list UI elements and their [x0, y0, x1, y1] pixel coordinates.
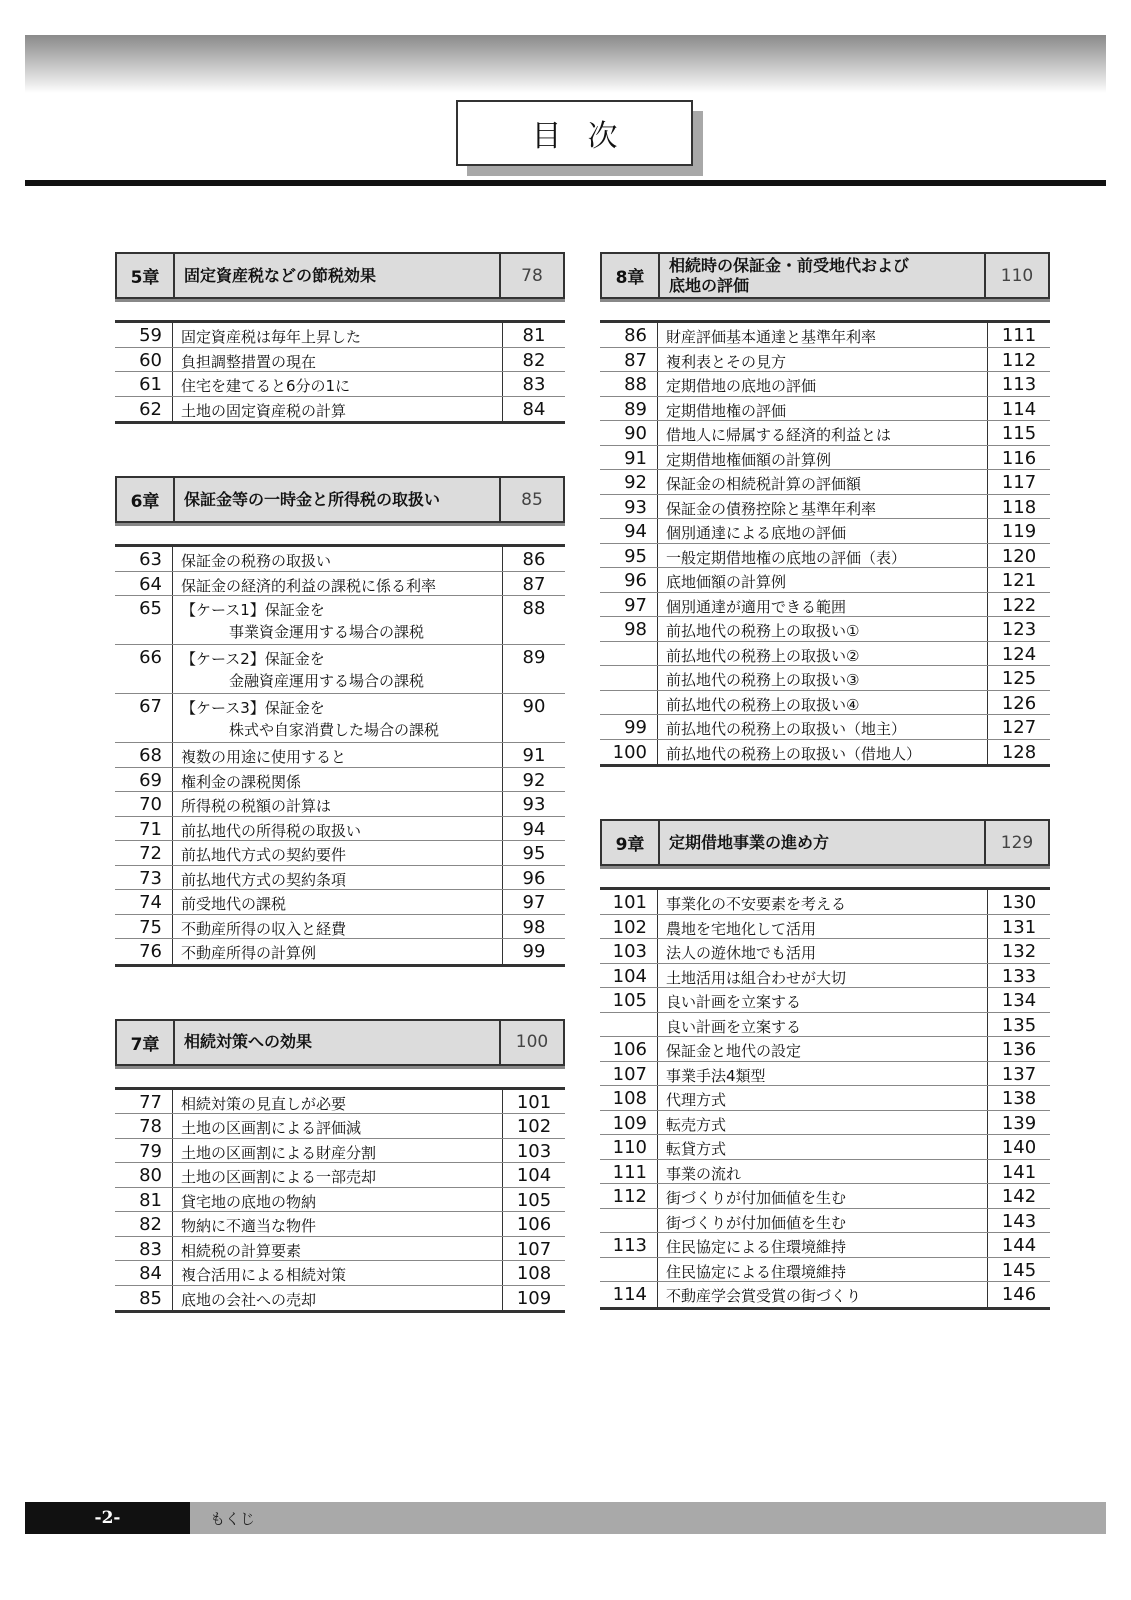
entry-number	[600, 691, 658, 715]
entry-title: 底地の会社への売却	[173, 1286, 503, 1311]
entry-page: 143	[1001, 1210, 1037, 1232]
entry-page: 135	[1001, 1014, 1037, 1036]
entry-page: 82	[522, 349, 546, 371]
entry-title-line1: 【ケース1】保証金を	[181, 601, 325, 619]
toc-list	[115, 544, 565, 967]
entry-number: 86	[600, 323, 658, 347]
toc-entry[interactable]	[600, 1282, 1050, 1307]
entry-page: 87	[522, 573, 546, 595]
entry-number: 63	[115, 547, 173, 571]
entry-number: 65	[115, 596, 173, 644]
entry-title: 前払地代の所得税の取扱い	[173, 817, 503, 841]
entry-number: 99	[600, 715, 658, 739]
toc-entry[interactable]	[600, 593, 1050, 618]
entry-page: 126	[1001, 692, 1037, 714]
entry-number: 105	[600, 988, 658, 1012]
entry-page: 113	[1001, 374, 1037, 395]
toc-entry[interactable]	[600, 568, 1050, 593]
toc-entry[interactable]	[600, 397, 1050, 422]
entry-page: 84	[522, 398, 546, 420]
toc-entry[interactable]	[115, 1286, 565, 1311]
entry-title: 農地を宅地化して活用	[658, 915, 988, 939]
entry-page: 144	[1001, 1235, 1037, 1256]
chapter-title: 保証金等の一時金と所得税の取扱い	[175, 478, 501, 521]
toc-entry[interactable]	[600, 715, 1050, 740]
toc-entry[interactable]	[600, 1258, 1050, 1283]
entry-title: 住民協定による住環境維持	[658, 1233, 988, 1257]
entry-page: 136	[1001, 1039, 1037, 1060]
entry-title: 法人の遊休地でも活用	[658, 939, 988, 963]
chapter-title-lines	[669, 256, 909, 296]
entry-number: 109	[600, 1111, 658, 1135]
entry-title: 事業の流れ	[658, 1160, 988, 1184]
entry-page: 120	[1001, 545, 1037, 567]
entry-number: 106	[600, 1037, 658, 1061]
entry-title: 所得税の税額の計算は	[173, 792, 503, 816]
toc-entry[interactable]	[115, 348, 565, 373]
entry-number: 84	[115, 1261, 173, 1285]
toc-list	[600, 320, 1050, 767]
chapter-number: 9章	[602, 821, 660, 864]
toc-entry[interactable]	[115, 1114, 565, 1139]
entry-number: 79	[115, 1139, 173, 1163]
chapter-title	[660, 254, 986, 297]
toc-entry[interactable]	[600, 446, 1050, 471]
entry-page: 108	[516, 1263, 552, 1284]
toc-entry[interactable]	[600, 1135, 1050, 1160]
toc-entry[interactable]	[115, 1163, 565, 1188]
toc-entry[interactable]	[600, 1160, 1050, 1185]
entry-title: 一般定期借地権の底地の評価（表）	[658, 544, 988, 568]
entry-page: 124	[1001, 643, 1037, 665]
entry-number: 62	[115, 397, 173, 422]
entry-title: 複合活用による相続対策	[173, 1261, 503, 1285]
toc-list	[115, 1087, 565, 1314]
entry-number: 82	[115, 1212, 173, 1236]
toc-entry[interactable]	[600, 1111, 1050, 1136]
entry-number: 64	[115, 572, 173, 596]
toc-list	[600, 887, 1050, 1310]
entry-title: 前払地代方式の契約要件	[173, 841, 503, 865]
toc-entry[interactable]	[600, 964, 1050, 989]
entry-page: 97	[522, 892, 546, 913]
toc-entry[interactable]	[115, 1090, 565, 1115]
entry-title: 土地の固定資産税の計算	[173, 397, 503, 422]
entry-page: 139	[1001, 1112, 1037, 1134]
entry-number: 90	[600, 421, 658, 445]
entry-title-line2: 金融資産運用する場合の課税	[229, 672, 425, 690]
toc-entry[interactable]	[600, 372, 1050, 397]
toc-entry[interactable]	[600, 1184, 1050, 1209]
chapter-title: 定期借地事業の進め方	[660, 821, 986, 864]
entry-page: 92	[522, 769, 546, 791]
entry-number: 61	[115, 372, 173, 396]
entry-page: 127	[1001, 717, 1037, 738]
entry-page: 141	[1001, 1161, 1037, 1183]
entry-page: 101	[516, 1091, 552, 1113]
chapter-page: 78	[521, 265, 543, 286]
entry-number: 74	[115, 890, 173, 914]
entry-page: 103	[516, 1140, 552, 1162]
header-band	[25, 35, 1106, 93]
toc-entry[interactable]	[115, 323, 565, 348]
entry-number: 66	[115, 645, 173, 693]
chapter-page: 100	[515, 1032, 549, 1052]
entry-page: 95	[522, 843, 546, 864]
entry-number	[600, 642, 658, 666]
entry-page: 94	[522, 818, 546, 840]
chapter-number: 6章	[117, 478, 175, 521]
entry-number: 69	[115, 768, 173, 792]
chapter-title-line2: 底地の評価	[669, 275, 750, 295]
toc-entry[interactable]	[600, 1086, 1050, 1111]
toc-entry[interactable]	[600, 890, 1050, 915]
entry-page: 88	[522, 598, 546, 619]
toc-entry[interactable]	[115, 572, 565, 597]
entry-title: 保証金の経済的利益の課税に係る利率	[173, 572, 503, 596]
entry-number: 70	[115, 792, 173, 816]
chapter-header[interactable]	[115, 476, 565, 523]
toc-entry[interactable]	[115, 694, 565, 743]
entry-number: 75	[115, 915, 173, 939]
entry-title: 複利表とその見方	[658, 348, 988, 372]
entry-title: 土地活用は組合わせが大切	[658, 964, 988, 988]
entry-page: 89	[522, 647, 546, 668]
toc-entry[interactable]	[600, 1013, 1050, 1038]
entry-page: 91	[522, 745, 546, 766]
entry-page: 142	[1001, 1186, 1037, 1207]
entry-number: 112	[600, 1184, 658, 1208]
entry-title-line2: 株式や自家消費した場合の課税	[229, 721, 440, 739]
footer-label: もくじ	[210, 1509, 256, 1528]
toc-entry[interactable]	[115, 743, 565, 768]
entry-page: 125	[1001, 668, 1037, 689]
toc-entry[interactable]	[115, 1188, 565, 1213]
entry-title: 前払地代の税務上の取扱い（地主）	[658, 715, 988, 739]
entry-title: 保証金の税務の取扱い	[173, 547, 503, 571]
toc-entry[interactable]	[115, 890, 565, 915]
chapter-header[interactable]	[600, 819, 1050, 866]
footer-page-number: -2-	[25, 1502, 190, 1534]
entry-number: 83	[115, 1237, 173, 1261]
toc-entry[interactable]	[115, 1261, 565, 1286]
entry-number: 110	[600, 1135, 658, 1159]
entry-title: 定期借地権価額の計算例	[658, 446, 988, 470]
entry-page: 99	[522, 941, 546, 962]
entry-title: 物納に不適当な物件	[173, 1212, 503, 1236]
chapter-header[interactable]	[115, 252, 565, 299]
entry-page: 117	[1001, 472, 1037, 493]
entry-title: 不動産所得の計算例	[173, 939, 503, 964]
toc-entry[interactable]	[600, 666, 1050, 691]
entry-number: 92	[600, 470, 658, 494]
entry-title: 個別通達が適用できる範囲	[658, 593, 988, 617]
entry-page: 86	[522, 549, 546, 570]
entry-title: 住民協定による住環境維持	[658, 1258, 988, 1282]
toc-entry[interactable]	[600, 939, 1050, 964]
toc-entry[interactable]	[600, 495, 1050, 520]
entry-page: 119	[1001, 521, 1037, 542]
toc-entry[interactable]	[600, 617, 1050, 642]
entry-number: 95	[600, 544, 658, 568]
entry-title: 保証金と地代の設定	[658, 1037, 988, 1061]
entry-number: 59	[115, 323, 173, 347]
entry-page: 112	[1001, 349, 1037, 371]
entry-page: 96	[522, 867, 546, 889]
entry-title: 保証金の債務控除と基準年利率	[658, 495, 988, 519]
entry-page: 118	[1001, 496, 1037, 518]
chapter-number: 5章	[117, 254, 175, 297]
chapter-gap	[115, 967, 565, 1019]
entry-title	[173, 645, 503, 693]
toc-entry[interactable]	[115, 645, 565, 694]
entry-number: 96	[600, 568, 658, 592]
toc-entry[interactable]	[115, 1212, 565, 1237]
entry-title: 良い計画を立案する	[658, 988, 988, 1012]
entry-number: 97	[600, 593, 658, 617]
entry-title: 個別通達による底地の評価	[658, 519, 988, 543]
entry-page: 123	[1001, 619, 1037, 640]
entry-page: 146	[1001, 1284, 1037, 1305]
entry-number: 102	[600, 915, 658, 939]
entry-number: 60	[115, 348, 173, 372]
toc-entry[interactable]	[600, 1062, 1050, 1087]
entry-number: 93	[600, 495, 658, 519]
entry-title: 転売方式	[658, 1111, 988, 1135]
entry-title: 代理方式	[658, 1086, 988, 1110]
entry-page: 128	[1001, 741, 1037, 763]
entry-number: 68	[115, 743, 173, 767]
entry-number: 71	[115, 817, 173, 841]
entry-page: 121	[1001, 570, 1037, 591]
entry-title: 相続対策の見直しが必要	[173, 1090, 503, 1114]
page-title: 目次	[456, 100, 693, 166]
entry-number: 89	[600, 397, 658, 421]
toc-entry[interactable]	[115, 397, 565, 422]
chapter-title: 相続対策への効果	[175, 1021, 501, 1064]
entry-title: 前受地代の課税	[173, 890, 503, 914]
entry-page: 90	[522, 696, 546, 717]
chapter-gap	[600, 767, 1050, 819]
toc-entry[interactable]	[600, 988, 1050, 1013]
chapter-title-line1: 相続時の保証金・前受地代および	[669, 255, 910, 275]
entry-title: 前払地代の税務上の取扱い②	[658, 642, 988, 666]
entry-number: 94	[600, 519, 658, 543]
toc-entry[interactable]	[600, 691, 1050, 716]
toc-right-column	[600, 252, 1050, 1310]
title-rule	[25, 180, 1106, 186]
entry-number: 103	[600, 939, 658, 963]
toc-entry[interactable]	[115, 372, 565, 397]
toc-entry[interactable]	[600, 642, 1050, 667]
toc-entry[interactable]	[600, 740, 1050, 765]
entry-title: 事業手法4類型	[658, 1062, 988, 1086]
entry-title-line1: 【ケース3】保証金を	[181, 699, 325, 717]
toc-entry[interactable]	[115, 547, 565, 572]
toc-entry[interactable]	[600, 544, 1050, 569]
entry-number: 100	[600, 740, 658, 765]
entry-page: 104	[516, 1165, 552, 1186]
entry-number: 111	[600, 1160, 658, 1184]
entry-title	[173, 694, 503, 742]
toc-entry[interactable]	[115, 817, 565, 842]
chapter-header[interactable]	[115, 1019, 565, 1066]
entry-number: 91	[600, 446, 658, 470]
entry-page: 93	[522, 794, 546, 815]
entry-title: 良い計画を立案する	[658, 1013, 988, 1037]
entry-page: 145	[1001, 1259, 1037, 1281]
entry-title: 負担調整措置の現在	[173, 348, 503, 372]
entry-number: 88	[600, 372, 658, 396]
entry-title: 固定資産税は毎年上昇した	[173, 323, 503, 347]
entry-title: 定期借地権の評価	[658, 397, 988, 421]
toc-list	[115, 320, 565, 424]
toc-entry[interactable]	[600, 323, 1050, 348]
entry-number: 104	[600, 964, 658, 988]
entry-title: 不動産学会賞受賞の街づくり	[658, 1282, 988, 1307]
entry-title: 前払地代の税務上の取扱い④	[658, 691, 988, 715]
entry-title	[173, 596, 503, 644]
chapter-number: 8章	[602, 254, 660, 297]
entry-page: 107	[516, 1238, 552, 1260]
toc-entry[interactable]	[600, 421, 1050, 446]
entry-title: 財産評価基本通達と基準年利率	[658, 323, 988, 347]
entry-title-line2: 事業資金運用する場合の課税	[229, 623, 425, 641]
entry-number: 81	[115, 1188, 173, 1212]
entry-title: 前払地代の税務上の取扱い（借地人）	[658, 740, 988, 765]
entry-title: 保証金の相続税計算の評価額	[658, 470, 988, 494]
entry-page: 109	[516, 1287, 552, 1309]
chapter-page: 129	[1000, 832, 1034, 853]
entry-page: 114	[1001, 398, 1037, 420]
entry-page: 130	[1001, 892, 1037, 913]
entry-title: 定期借地の底地の評価	[658, 372, 988, 396]
entry-page: 133	[1001, 965, 1037, 987]
toc-entry[interactable]	[115, 1139, 565, 1164]
toc-entry[interactable]	[600, 1209, 1050, 1234]
entry-number: 78	[115, 1114, 173, 1138]
toc-entry[interactable]	[115, 768, 565, 793]
entry-page: 132	[1001, 941, 1037, 962]
entry-title: 前払地代の税務上の取扱い①	[658, 617, 988, 641]
toc-entry[interactable]	[115, 1237, 565, 1262]
entry-number: 101	[600, 890, 658, 914]
entry-page: 122	[1001, 594, 1037, 616]
entry-number: 67	[115, 694, 173, 742]
toc-entry[interactable]	[115, 596, 565, 645]
toc-entry[interactable]	[600, 519, 1050, 544]
chapter-page: 85	[521, 489, 543, 510]
entry-title: 借地人に帰属する経済的利益とは	[658, 421, 988, 445]
entry-number	[600, 1013, 658, 1037]
toc-entry[interactable]	[115, 841, 565, 866]
chapter-gap	[115, 424, 565, 476]
chapter-header[interactable]	[600, 252, 1050, 299]
entry-title: 街づくりが付加価値を生む	[658, 1184, 988, 1208]
toc-entry[interactable]	[115, 939, 565, 964]
entry-title: 権利金の課税関係	[173, 768, 503, 792]
entry-number: 80	[115, 1163, 173, 1187]
entry-title: 複数の用途に使用すると	[173, 743, 503, 767]
entry-page: 131	[1001, 916, 1037, 938]
toc-entry[interactable]	[600, 1037, 1050, 1062]
entry-title: 住宅を建てると6分の1に	[173, 372, 503, 396]
toc-entry[interactable]	[600, 1233, 1050, 1258]
entry-page: 137	[1001, 1063, 1037, 1085]
entry-number: 113	[600, 1233, 658, 1257]
entry-page: 81	[522, 325, 546, 346]
entry-page: 138	[1001, 1088, 1037, 1109]
entry-title: 不動産所得の収入と経費	[173, 915, 503, 939]
entry-title: 土地の区画割による財産分割	[173, 1139, 503, 1163]
entry-number: 76	[115, 939, 173, 964]
entry-page: 102	[516, 1116, 552, 1137]
entry-title-line1: 【ケース2】保証金を	[181, 650, 325, 668]
entry-page: 98	[522, 916, 546, 938]
entry-title: 事業化の不安要素を考える	[658, 890, 988, 914]
entry-number: 114	[600, 1282, 658, 1307]
toc-entry[interactable]	[600, 470, 1050, 495]
toc-entry[interactable]	[600, 348, 1050, 373]
entry-number: 72	[115, 841, 173, 865]
chapter-page: 110	[1000, 265, 1034, 286]
entry-number: 98	[600, 617, 658, 641]
entry-page: 116	[1001, 447, 1037, 469]
entry-number: 85	[115, 1286, 173, 1311]
entry-number: 108	[600, 1086, 658, 1110]
entry-number	[600, 666, 658, 690]
entry-title: 貸宅地の底地の物納	[173, 1188, 503, 1212]
toc-entry[interactable]	[115, 866, 565, 891]
entry-page: 105	[516, 1189, 552, 1211]
toc-entry[interactable]	[600, 915, 1050, 940]
entry-number	[600, 1209, 658, 1233]
entry-title: 前払地代の税務上の取扱い③	[658, 666, 988, 690]
entry-title: 相続税の計算要素	[173, 1237, 503, 1261]
entry-title: 街づくりが付加価値を生む	[658, 1209, 988, 1233]
entry-page: 106	[516, 1214, 552, 1235]
entry-title: 底地価額の計算例	[658, 568, 988, 592]
entry-number: 107	[600, 1062, 658, 1086]
entry-page: 83	[522, 374, 546, 395]
entry-number: 73	[115, 866, 173, 890]
toc-entry[interactable]	[115, 915, 565, 940]
toc-entry[interactable]	[115, 792, 565, 817]
entry-number	[600, 1258, 658, 1282]
entry-title: 前払地代方式の契約条項	[173, 866, 503, 890]
chapter-number: 7章	[117, 1021, 175, 1064]
entry-page: 140	[1001, 1137, 1037, 1158]
entry-page: 134	[1001, 990, 1037, 1011]
chapter-title: 固定資産税などの節税効果	[175, 254, 501, 297]
entry-page: 111	[1001, 325, 1037, 346]
entry-number: 77	[115, 1090, 173, 1114]
entry-page: 115	[1001, 423, 1037, 444]
entry-title: 土地の区画割による一部売却	[173, 1163, 503, 1187]
toc-left-column	[115, 252, 565, 1313]
entry-number: 87	[600, 348, 658, 372]
entry-title: 転貸方式	[658, 1135, 988, 1159]
entry-title: 土地の区画割による評価減	[173, 1114, 503, 1138]
